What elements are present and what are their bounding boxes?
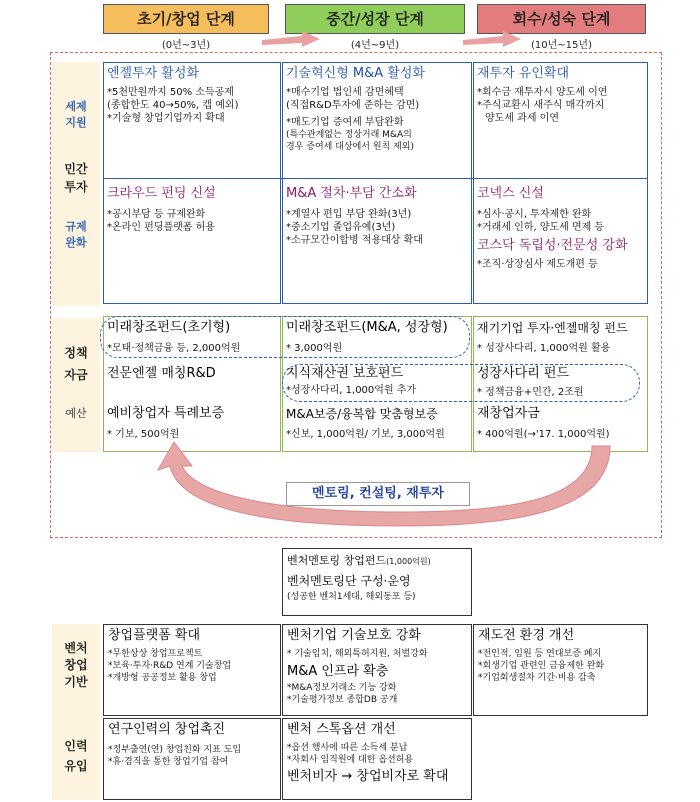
stage-exit-period: (10년~15년) (531, 40, 592, 51)
cell-angel-matching: 전문엔젤 매칭R&D (107, 366, 216, 381)
label-venture-infra: 벤처 창업 기반 (64, 641, 88, 689)
box-stock-option: 벤처 스톡옵션 개선 *옵션 행사에 따른 소득세 분납 *자회사 임직원에 대한 옵션허용 벤처비자 → 창업비자로 확대 (282, 718, 472, 800)
stage-growth-header: 중간/성장 단계 (285, 4, 465, 34)
venture-mentoring-fund: 벤처멘토링 창업펀드 (287, 554, 387, 567)
venture-mentoring-team: 벤처멘토링단 구성·운영 (287, 574, 411, 588)
cell-future-fund-early: 미래창조펀드(초기형) *모태·정책금융 등, 2,000억원 (107, 320, 241, 354)
cell-tech-ma: 기술혁신형 M&A 활성화 *매수기업 법인세 감면혜택 (직접R&D투자에 준하는 감면) *매도기업 증여세 부담완화 (특수관계없는 정상거래 M&A의 경우 증여세 대상에서 원칙 제외) (286, 66, 425, 152)
cell-ma-guarantee: M&A보증/융복합 맞춤형보증 *신보, 1,000억원/ 기보, 3,000억원 (286, 407, 445, 440)
venture-mentoring-fund-note: (1,000억원) (386, 557, 431, 566)
stage-early-period: (0년~3년) (161, 40, 211, 51)
cell-konex: 코넥스 신설 *심사·공시, 투자제한 완화 *거래세 인하, 양도세 면제 등 코스닥 독립성·전문성 강화 *조직·상장심사 제도개편 등 (477, 186, 628, 270)
label-regulation: 규제 완화 (65, 220, 87, 249)
stage-growth-period: (4년~9년) (350, 40, 400, 51)
stage-exit-header: 회수/성숙 단계 (477, 4, 646, 34)
box-startup-platform: 창업플랫폼 확대 *무한상상 창업프로젝트 *보육·투자·R&D 연계 기술창업 *개방형 공공정보 활용 창업 (103, 624, 281, 716)
label-talent: 인력 유입 (64, 739, 88, 773)
cell-reinvestment: 재투자 유인확대 *회수금 재투자시 양도세 이연 *주식교환시 새주식 매각까지 양도세 과세 이연 (477, 66, 608, 124)
box-retry-environment: 재도전 환경 개선 *전인적, 임원 등 연대보증 폐지 *회생기업 관련인 금융제한 완화 *기업회생절차 기간·비용 감축 (473, 624, 648, 716)
box-tech-protection: 벤처기업 기술보호 강화 * 기술임치, 해외특허지원, 처벌강화 M&A 인프라 확충 *M&A정보거래소 기능 강화 *기술평가정보 종합DB 공개 (282, 624, 472, 716)
cell-future-fund-growth: 미래창조펀드(M&A, 성장형) * 3,000억원 (286, 320, 448, 354)
cell-growth-ladder: 성장사다리 펀드 * 정책금융+민간, 2조원 (477, 366, 584, 398)
label-private-investment: 민간 투자 (64, 162, 88, 194)
cell-restart-capital: 재창업자금 * 400억원(→'17. 1,000억원) (477, 406, 610, 440)
label-tax-support: 세제 지원 (65, 100, 87, 129)
mentoring-label: 멘토링, 컨설팅, 재투자 (286, 482, 470, 506)
private-divider (103, 178, 648, 179)
cell-ip-fund: 지식재산권 보호펀드 *성장사다리, 1,000억원 추가 (286, 366, 417, 396)
stage-early-header: 초기/창업 단계 (103, 4, 269, 34)
cell-restart-fund: 재기기업 투자·엔젤매칭 펀드 * 성장사다리, 1,000억원 활용 (477, 321, 628, 354)
cell-ma-simplify: M&A 절차·부담 간소화 *계열사 편입 부담 완화(3년) *중소기업 졸업유예(3년) *소규모간이합병 적용대상 확대 (286, 186, 423, 246)
cell-prestartup-guarantee: 예비창업자 특례보증 * 기보, 500억원 (107, 406, 225, 440)
venture-mentoring-note: (성공한 벤처1세대, 해외동포 등) (287, 592, 416, 602)
venture-mentoring-box (282, 548, 472, 616)
cell-angel-investment: 엔젤투자 활성화 *5천만원까지 50% 소득공제 (종합한도 40→50%, 캡 예외) *기술형 창업기업까지 확대 (107, 66, 239, 124)
box-researcher-startup: 연구인력의 창업촉진 *정부출연(연) 창업친화 지표 도입 *휴·겸직을 통한 창업기업 참여 (103, 718, 281, 800)
label-budget: 예산 (65, 407, 87, 420)
cell-crowdfunding: 크라우드 펀딩 신설 *공시부담 등 규제완화 *온라인 펀딩플랫폼 허용 (107, 186, 216, 233)
label-policy-fund: 정책 자금 (64, 346, 88, 382)
